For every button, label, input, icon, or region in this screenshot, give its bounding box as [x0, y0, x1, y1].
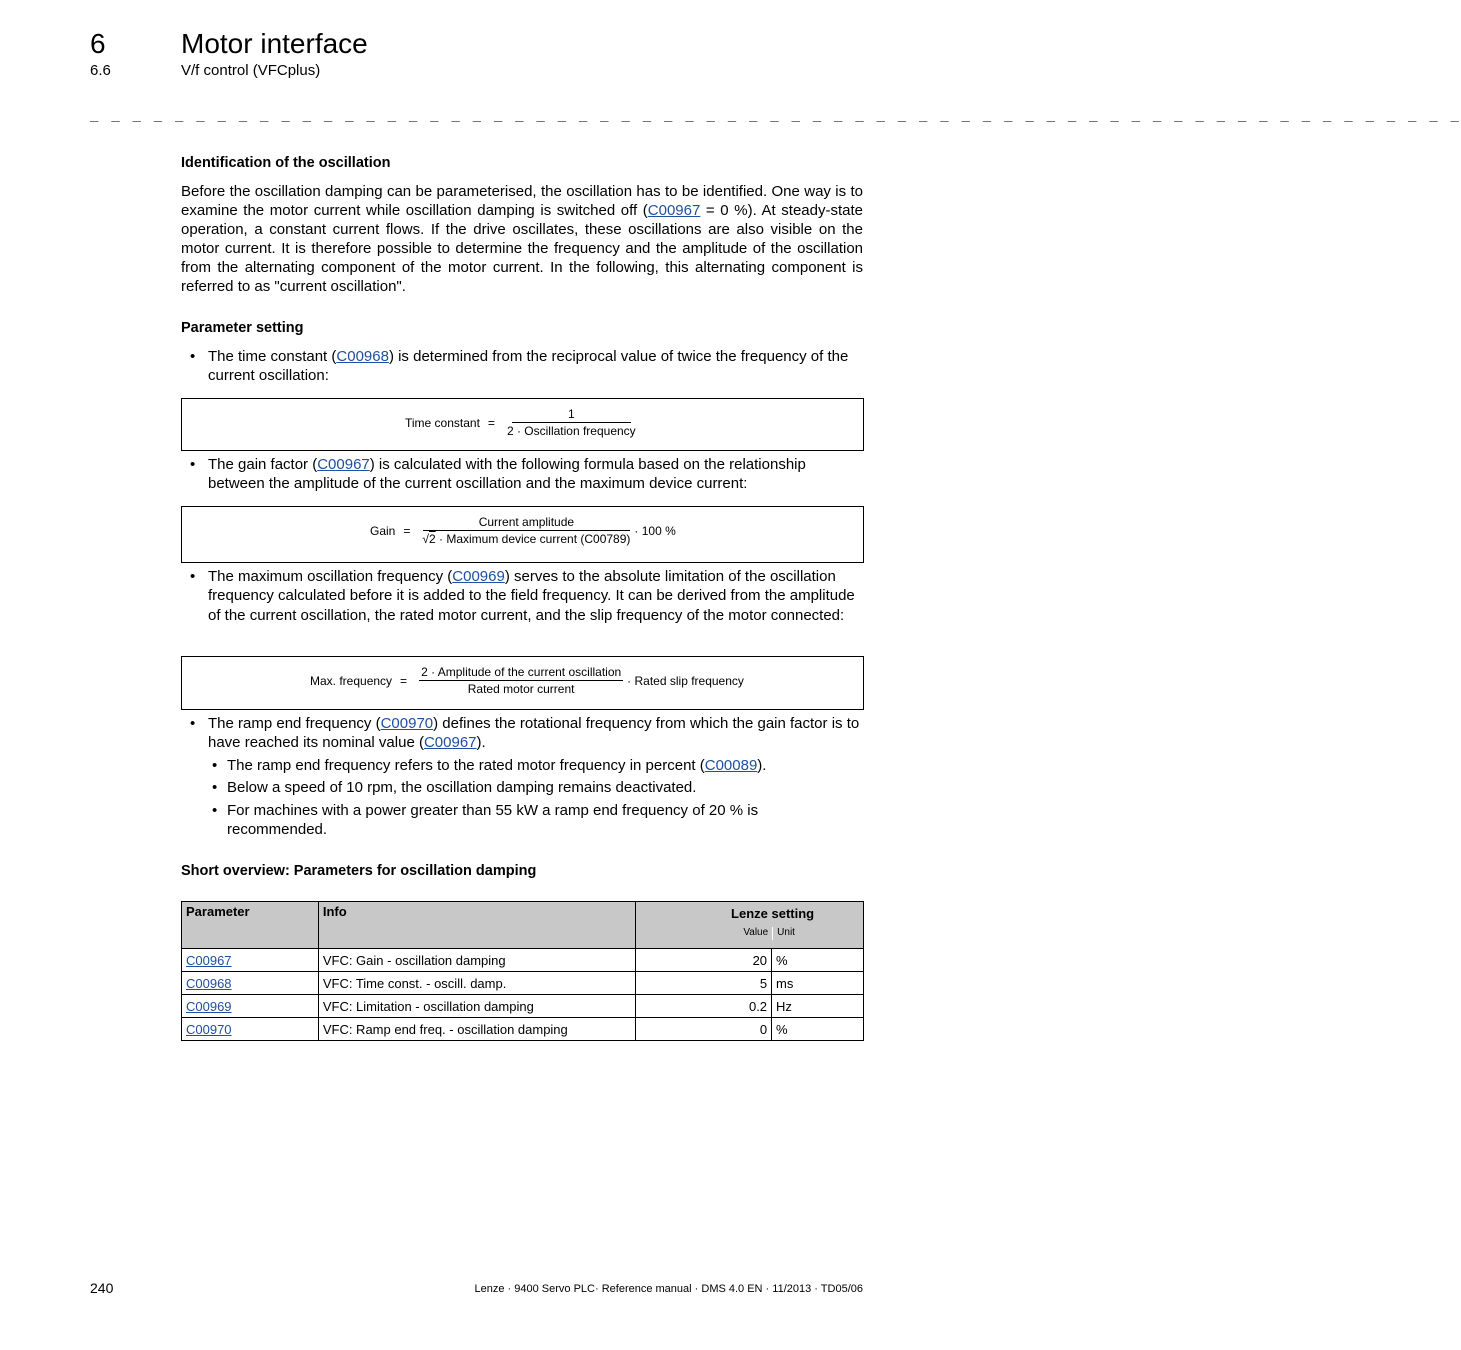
list-item: • The maximum oscillation frequency (C00969) serves to the absolute limitation of the oscillation frequency calculated before it is added to the field frequency. It can be derived from the amplitude of the current oscillation, the rated motor current, and the slip frequency of the motor connected: — [190, 568, 855, 624]
link-c00967[interactable]: C00967 — [647, 202, 701, 219]
sub-list-item: • For machines with a power greater than 55 kW a ramp end frequency of 20 % is recommended. — [212, 802, 759, 839]
list-item: • The time constant (C00968) is determined from the reciprocal value of twice the frequency of the current oscillation: — [190, 348, 849, 385]
link-c00969[interactable]: C00969 — [452, 568, 505, 585]
formula-time-constant: Time constant = $\frac{1}{\text{2 · Oscillation frequency}}$ — [181, 398, 864, 451]
param-link[interactable]: C00969 — [186, 998, 232, 1014]
table-row: C00968 VFC: Time const. - oscill. damp. 5 ms — [182, 972, 864, 995]
identification-paragraph: Before the oscillation damping can be parameterised, the oscillation has to be identified. One way is to examine the motor current while oscillation damping is switched off (C00967 = 0 %). At steady-state operation, a constant current flows. If the drive oscillates, these oscillations are also visible on the motor current. It is therefore possible to determine the frequency and the amplitude of the oscillation from the alternating component of the motor current. In the following, this alternating component is referred to as "current oscillation". — [181, 183, 863, 295]
param-link[interactable]: C00968 — [186, 975, 232, 991]
chapter-title: Motor interface — [181, 28, 368, 59]
formula-max-frequency: Max. frequency = $\frac{\text{2 · Amplitude of the current oscillation}}{\text{Rated motor current}}$ · Rated slip frequency — [181, 656, 864, 710]
table-row: C00969 VFC: Limitation - oscillation damping 0.2 Hz — [182, 995, 864, 1018]
col-unit-header: Unit — [777, 927, 795, 938]
parameters-table — [181, 901, 864, 1041]
table-row: C00967 VFC: Gain - oscillation damping 20 % — [182, 949, 864, 972]
footer-document-info: Lenze · 9400 Servo PLC· Reference manual · DMS 4.0 EN · 11/2013 · TD05/06 — [474, 1283, 863, 1295]
list-item: • The ramp end frequency (C00970) defines the rotational frequency from which the gain factor is to have reached its nominal value (C00967). — [190, 715, 860, 752]
link-c00970[interactable]: C00970 — [380, 715, 434, 732]
link-c00967[interactable]: C00967 — [423, 734, 477, 752]
link-c00967[interactable]: C00967 — [317, 456, 370, 473]
table-row: C00970 VFC: Ramp end freq. - oscillation damping 0 % — [182, 1018, 864, 1041]
page-number: 240 — [90, 1280, 114, 1296]
list-item: • The gain factor (C00967) is calculated with the following formula based on the relationship between the amplitude of the current oscillation and the maximum device current: — [190, 456, 806, 493]
col-value-header: Value — [636, 927, 773, 940]
col-lenze-header: Lenze setting Value Unit — [636, 902, 864, 949]
overview-heading: Short overview: Parameters for oscillation damping — [181, 863, 537, 879]
param-link[interactable]: C00967 — [186, 952, 232, 968]
section-title: V/f control (VFCplus) — [181, 62, 321, 79]
col-info-header: Info — [318, 902, 635, 949]
sub-list-item: • Below a speed of 10 rpm, the oscillation damping remains deactivated. — [212, 779, 697, 796]
link-c00089[interactable]: C00089 — [704, 757, 758, 774]
parameter-setting-heading: Parameter setting — [181, 320, 304, 336]
param-link[interactable]: C00970 — [186, 1021, 232, 1037]
identification-heading: Identification of the oscillation — [181, 155, 391, 171]
header-separator: _ _ _ _ _ _ _ _ _ _ _ _ _ _ _ _ _ _ _ _ _ _ _ _ _ _ _ _ _ _ _ _ _ _ _ _ _ _ _ _ _ _ _ _ _ _ _ _ _ _ _ _ _ _ _ _ _ _ _ _ _ _ _ _ _ — [90, 106, 1461, 122]
link-c00968[interactable]: C00968 — [336, 348, 389, 365]
sub-list-item: • The ramp end frequency refers to the rated motor frequency in percent (C00089). — [212, 757, 767, 774]
formula-gain: Gain = $\frac{\text{Current amplitude}}{\text{√2 · Maximum device current (C00789)}}$ · 100 % — [181, 506, 864, 563]
chapter-number: 6 — [90, 28, 106, 59]
section-number: 6.6 — [90, 62, 111, 79]
col-parameter-header: Parameter — [182, 902, 319, 949]
